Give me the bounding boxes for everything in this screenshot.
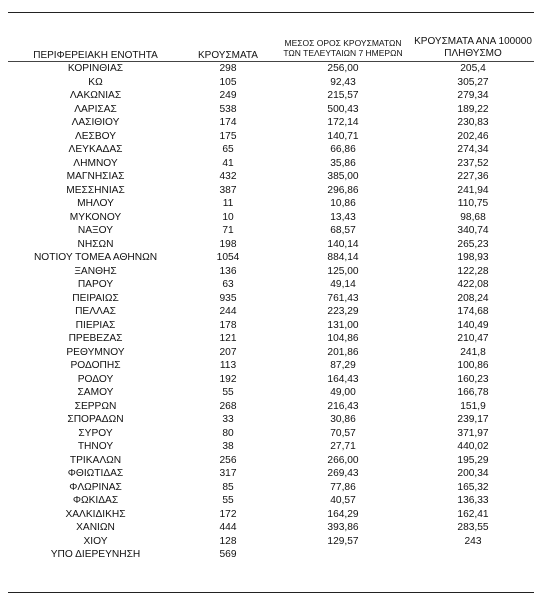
cell-cases: 387: [219, 184, 237, 196]
table-row: [8, 427, 534, 441]
cell-region: ΥΠΟ ΔΙΕΡΕΥΝΗΣΗ: [50, 549, 141, 560]
cell-per100k: 122,28: [457, 265, 489, 277]
table-row: [8, 494, 534, 508]
table-row: [8, 143, 534, 157]
cell-per100k: 279,34: [457, 90, 489, 101]
cell-cases: 80: [222, 427, 234, 439]
cell-per100k: 230,83: [457, 117, 489, 128]
table-row: [8, 292, 534, 306]
cell-per100k: 239,17: [457, 414, 489, 425]
cell-region: ΠΕΙΡΑΙΩΣ: [72, 292, 119, 304]
table-row: [8, 535, 534, 549]
cell-per100k: 200,34: [457, 468, 489, 479]
table-row: [8, 467, 534, 481]
cell-avg7: 164,43: [327, 373, 359, 385]
cell-per100k: 195,29: [457, 454, 489, 466]
cell-region: ΛΗΜΝΟΥ: [73, 157, 118, 169]
bottom-rule: [8, 592, 534, 593]
cell-per100k: 208,24: [457, 292, 489, 304]
table-row: [8, 548, 534, 562]
table-row: [8, 386, 534, 400]
cell-cases: 55: [222, 387, 234, 398]
table-row: [8, 332, 534, 346]
cell-region: ΜΑΓΝΗΣΙΑΣ: [66, 171, 125, 182]
cell-avg7: 215,57: [327, 90, 359, 101]
cell-avg7: 140,71: [327, 130, 359, 142]
cell-avg7: 70,57: [330, 427, 356, 439]
cell-cases: 41: [222, 157, 234, 169]
cell-cases: 174: [219, 117, 237, 128]
cell-avg7: 164,29: [327, 508, 359, 520]
cell-avg7: 385,00: [327, 171, 359, 182]
cell-cases: 175: [219, 130, 237, 142]
cell-per100k: 189,22: [457, 103, 489, 115]
table-row: [8, 238, 534, 252]
cell-per100k: 237,52: [457, 157, 489, 169]
cell-region: ΝΟΤΙΟΥ ΤΟΜΕΑ ΑΘΗΝΩΝ: [33, 252, 158, 263]
top-rule: [8, 12, 534, 13]
cell-region: ΧΑΛΚΙΔΙΚΗΣ: [65, 508, 126, 520]
cell-cases: 268: [219, 400, 237, 412]
cell-cases: 1054: [216, 252, 240, 263]
cell-region: ΛΕΣΒΟΥ: [74, 130, 117, 142]
cell-cases: 128: [219, 535, 237, 547]
cell-avg7: 884,14: [327, 252, 359, 263]
table-row: [8, 440, 534, 454]
cell-cases: 71: [222, 225, 234, 236]
cell-per100k: 243: [464, 535, 482, 547]
table-row: [8, 319, 534, 333]
table-row: [8, 278, 534, 292]
table-body: [8, 62, 534, 562]
cell-avg7: 140,14: [327, 238, 359, 250]
cell-avg7: 266,00: [327, 454, 359, 466]
table-row: [8, 373, 534, 387]
cell-region: ΣΠΟΡΑΔΩΝ: [67, 414, 124, 425]
cell-region: ΡΕΘΥΜΝΟΥ: [66, 346, 125, 358]
cell-avg7: 125,00: [327, 265, 359, 277]
cell-region: ΛΑΡΙΣΑΣ: [74, 103, 117, 115]
cell-per100k: 210,47: [457, 333, 489, 344]
cell-per100k: 100,86: [457, 360, 489, 371]
cell-per100k: 241,8: [460, 346, 486, 358]
table-row: [8, 157, 534, 171]
header-avg7: [273, 38, 413, 58]
cell-per100k: 166,78: [457, 387, 489, 398]
cell-avg7: 269,43: [327, 468, 359, 479]
cell-region: ΝΑΞΟΥ: [77, 225, 114, 236]
table-row: [8, 305, 534, 319]
cell-per100k: 202,46: [457, 130, 489, 142]
table-row: [8, 170, 534, 184]
cell-cases: 55: [222, 495, 234, 506]
cell-avg7: 40,57: [330, 495, 356, 506]
cell-cases: 113: [219, 360, 237, 371]
cell-avg7: 223,29: [327, 306, 359, 317]
cell-cases: 105: [219, 76, 237, 88]
cell-avg7: 27,71: [330, 441, 356, 452]
table-row: [8, 103, 534, 117]
cell-region: ΚΟΡΙΝΘΙΑΣ: [67, 63, 124, 74]
cell-avg7: 87,29: [330, 360, 356, 371]
cell-per100k: 274,34: [457, 144, 489, 155]
cell-avg7: 92,43: [330, 76, 356, 88]
cell-per100k: 241,94: [457, 184, 489, 196]
cell-per100k: 227,36: [457, 171, 489, 182]
header-cases: ΚΡΟΥΣΜΑΤΑ: [198, 50, 258, 61]
table-row: [8, 116, 534, 130]
cell-region: ΞΑΝΘΗΣ: [74, 265, 117, 277]
cell-avg7: 66,86: [330, 144, 356, 155]
cell-region: ΠΑΡΟΥ: [77, 279, 114, 290]
cell-cases: 569: [219, 549, 237, 560]
cell-per100k: 160,23: [457, 373, 489, 385]
cell-avg7: 172,14: [327, 117, 359, 128]
cell-avg7: 49,14: [330, 279, 356, 290]
cell-region: ΧΙΟΥ: [83, 535, 108, 547]
cell-region: ΣΥΡΟΥ: [78, 427, 113, 439]
table-row: [8, 346, 534, 360]
table-row: [8, 130, 534, 144]
cell-region: ΤΗΝΟΥ: [77, 441, 114, 452]
table-row: [8, 89, 534, 103]
table-row: [8, 521, 534, 535]
cell-avg7: 104,86: [327, 333, 359, 344]
cell-avg7: 30,86: [330, 414, 356, 425]
table-header: [8, 32, 534, 60]
cell-per100k: 174,68: [457, 306, 489, 317]
cell-per100k: 110,75: [457, 198, 489, 209]
table-row: [8, 251, 534, 265]
table-row: [8, 481, 534, 495]
cell-region: ΛΑΚΩΝΙΑΣ: [69, 90, 122, 101]
cell-per100k: 205,4: [460, 63, 486, 74]
table-row: [8, 454, 534, 468]
cell-per100k: 283,55: [457, 522, 489, 533]
cell-cases: 317: [219, 468, 237, 479]
cell-cases: 249: [219, 90, 237, 101]
cell-cases: 65: [222, 144, 234, 155]
table-row: [8, 197, 534, 211]
table-row: [8, 76, 534, 90]
cell-cases: 198: [219, 238, 237, 250]
cell-cases: 538: [219, 103, 237, 115]
cell-cases: 244: [219, 306, 237, 317]
header-per100k: [413, 36, 533, 60]
cell-avg7: 68,57: [330, 225, 356, 236]
cell-region: ΚΩ: [88, 76, 103, 88]
cell-region: ΦΘΙΩΤΙΔΑΣ: [67, 468, 124, 479]
cell-avg7: 201,86: [327, 346, 359, 358]
cell-cases: 63: [222, 279, 234, 290]
table-row: [8, 62, 534, 76]
cell-per100k: 136,33: [457, 495, 489, 506]
cell-cases: 11: [222, 198, 234, 209]
cell-region: ΜΥΚΟΝΟΥ: [69, 211, 122, 223]
header-per100k-line2: ΠΛΗΘΥΣΜΟ: [444, 48, 502, 59]
cell-avg7: 131,00: [327, 319, 359, 331]
cell-per100k: 440,02: [457, 441, 489, 452]
cell-region: ΜΗΛΟΥ: [77, 198, 114, 209]
cell-per100k: 165,32: [457, 481, 489, 493]
cell-region: ΧΑΝΙΩΝ: [76, 522, 115, 533]
cell-avg7: 393,86: [327, 522, 359, 533]
cell-avg7: 296,86: [327, 184, 359, 196]
cell-avg7: 129,57: [327, 535, 359, 547]
table-row: [8, 265, 534, 279]
table-row: [8, 211, 534, 225]
cell-cases: 10: [222, 211, 234, 223]
cell-per100k: 162,41: [457, 508, 489, 520]
cell-per100k: 422,08: [457, 279, 489, 290]
table-row: [8, 413, 534, 427]
cell-cases: 178: [219, 319, 237, 331]
cell-avg7: 35,86: [330, 157, 356, 169]
cell-cases: 136: [219, 265, 237, 277]
table-row: [8, 359, 534, 373]
cell-region: ΝΗΣΩΝ: [77, 238, 114, 250]
cell-cases: 256: [219, 454, 237, 466]
cell-cases: 192: [219, 373, 237, 385]
cell-avg7: 10,86: [330, 198, 356, 209]
header-region: ΠΕΡΙΦΕΡΕΙΑΚΗ ΕΝΟΤΗΤΑ: [33, 50, 158, 61]
cell-region: ΡΟΔΟΥ: [77, 373, 114, 385]
cell-cases: 298: [219, 63, 237, 74]
cell-per100k: 98,68: [460, 211, 486, 223]
cell-avg7: 216,43: [327, 400, 359, 412]
cell-cases: 33: [222, 414, 234, 425]
cell-avg7: 13,43: [330, 211, 356, 223]
header-per100k-line1: ΚΡΟΥΣΜΑΤΑ ΑΝΑ 100000: [414, 36, 532, 47]
cell-region: ΦΛΩΡΙΝΑΣ: [69, 481, 122, 493]
cell-region: ΠΙΕΡΙΑΣ: [75, 319, 116, 331]
cell-per100k: 198,93: [457, 252, 489, 263]
cell-per100k: 151,9: [460, 400, 486, 412]
cell-region: ΣΑΜΟΥ: [77, 387, 114, 398]
cell-per100k: 140,49: [457, 319, 489, 331]
cell-cases: 444: [219, 522, 237, 533]
cell-cases: 207: [219, 346, 237, 358]
cell-cases: 432: [219, 171, 237, 182]
cell-region: ΦΩΚΙΔΑΣ: [72, 495, 119, 506]
cell-per100k: 265,23: [457, 238, 489, 250]
cell-cases: 121: [219, 333, 237, 344]
table-row: [8, 508, 534, 522]
cell-per100k: 371,97: [457, 427, 489, 439]
cell-cases: 172: [219, 508, 237, 520]
cell-region: ΠΕΛΛΑΣ: [75, 306, 116, 317]
cell-region: ΜΕΣΣΗΝΙΑΣ: [66, 184, 125, 196]
cell-avg7: 256,00: [327, 63, 359, 74]
cell-avg7: 49,00: [330, 387, 356, 398]
cell-region: ΣΕΡΡΩΝ: [74, 400, 117, 412]
cell-per100k: 340,74: [457, 225, 489, 236]
cell-region: ΛΑΣΙΘΙΟΥ: [71, 117, 120, 128]
cell-avg7: 761,43: [327, 292, 359, 304]
cell-avg7: 77,86: [330, 481, 356, 493]
cell-region: ΡΟΔΟΠΗΣ: [70, 360, 121, 371]
header-avg7-line1: ΜΕΣΟΣ ΟΡΟΣ ΚΡΟΥΣΜΑΤΩΝ: [284, 38, 402, 48]
cell-cases: 38: [222, 441, 234, 452]
table-row: [8, 400, 534, 414]
cell-cases: 935: [219, 292, 237, 304]
cell-cases: 85: [222, 481, 234, 493]
cell-region: ΠΡΕΒΕΖΑΣ: [68, 333, 123, 344]
cell-avg7: 500,43: [327, 103, 359, 115]
header-avg7-line2: ΤΩΝ ΤΕΛΕΥΤΑΙΩΝ 7 ΗΜΕΡΩΝ: [283, 48, 403, 58]
cell-per100k: 305,27: [457, 76, 489, 88]
cell-region: ΤΡΙΚΑΛΩΝ: [69, 454, 122, 466]
table-row: [8, 224, 534, 238]
cell-region: ΛΕΥΚΑΔΑΣ: [68, 144, 123, 155]
table-row: [8, 184, 534, 198]
